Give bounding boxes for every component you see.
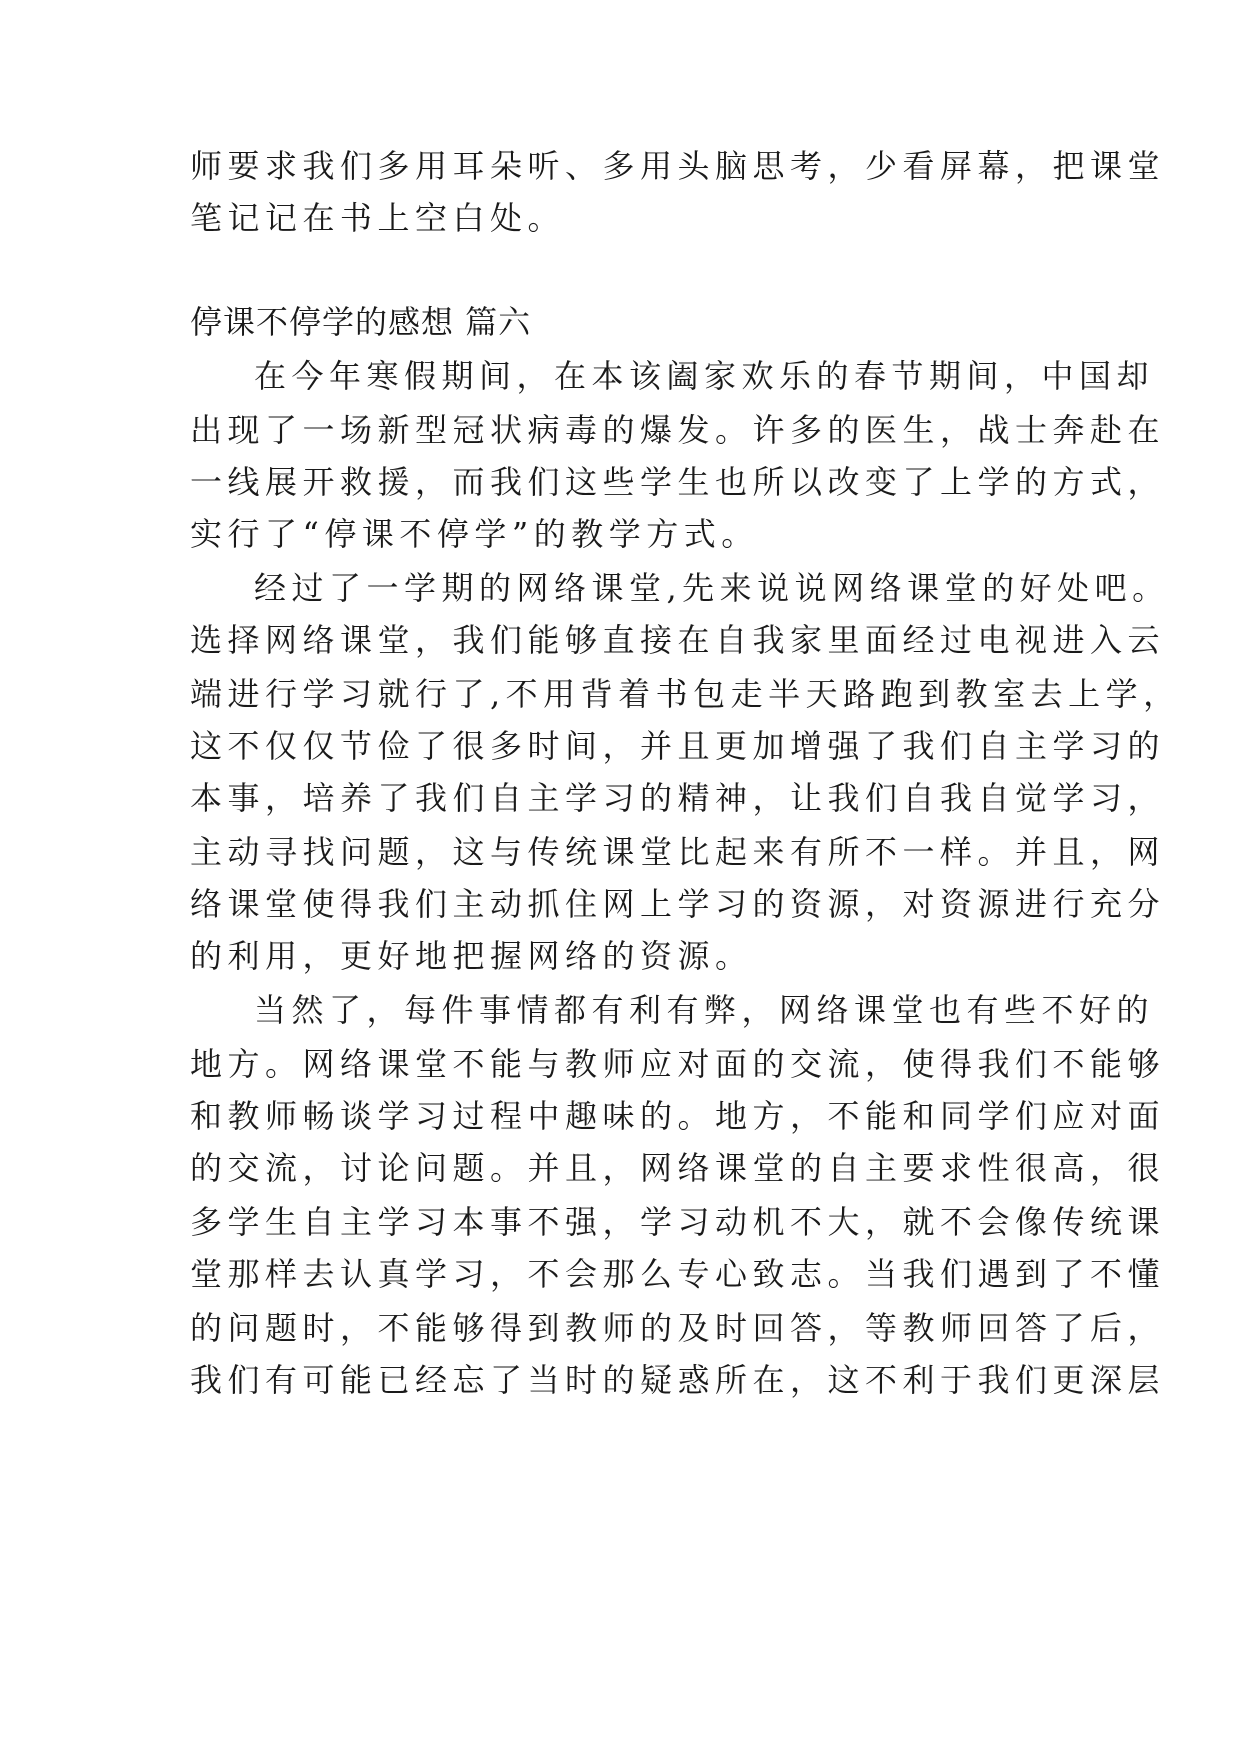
text-line: 笔记记在书上空白处。 <box>190 199 566 237</box>
paragraph-first-line: 当然了，每件事情都有利有弊，网络课堂也有些不好的 <box>254 991 1155 1029</box>
text-line: 这不仅仅节俭了很多时间，并且更加增强了我们自主学习的 <box>190 727 1166 765</box>
text-line: 端进行学习就行了,不用背着书包走半天路跑到教室去上学， <box>190 675 1181 713</box>
text-line: 堂那样去认真学习，不会那么专心致志。当我们遇到了不懂 <box>190 1255 1166 1293</box>
section-title: 停课不停学的感想 篇六 <box>190 303 532 341</box>
text-line: 我们有可能已经忘了当时的疑惑所在，这不利于我们更深层 <box>190 1361 1166 1399</box>
text-line: 实行了“停课不停学”的教学方式。 <box>190 515 759 553</box>
text-line: 选择网络课堂，我们能够直接在自我家里面经过电视进入云 <box>190 621 1166 659</box>
paragraph-first-line: 在今年寒假期间，在本该阖家欢乐的春节期间，中国却 <box>254 357 1155 395</box>
text-line: 主动寻找问题，这与传统课堂比起来有所不一样。并且，网 <box>190 833 1166 871</box>
text-line: 一线展开救援，而我们这些学生也所以改变了上学的方式， <box>190 463 1166 501</box>
text-line: 本事，培养了我们自主学习的精神，让我们自我自觉学习， <box>190 779 1166 817</box>
paragraph-first-line: 经过了一学期的网络课堂,先来说说网络课堂的好处吧。 <box>254 569 1170 607</box>
text-line: 多学生自主学习本事不强，学习动机不大，就不会像传统课 <box>190 1203 1166 1241</box>
text-line: 络课堂使得我们主动抓住网上学习的资源，对资源进行充分 <box>190 885 1166 923</box>
text-line: 师要求我们多用耳朵听、多用头脑思考，少看屏幕，把课堂 <box>190 147 1166 185</box>
text-line: 和教师畅谈学习过程中趣味的。地方，不能和同学们应对面 <box>190 1097 1166 1135</box>
text-line: 的问题时，不能够得到教师的及时回答，等教师回答了后， <box>190 1309 1166 1347</box>
text-line: 出现了一场新型冠状病毒的爆发。许多的医生，战士奔赴在 <box>190 411 1166 449</box>
text-line: 的交流，讨论问题。并且，网络课堂的自主要求性很高，很 <box>190 1149 1166 1187</box>
text-line: 的利用，更好地把握网络的资源。 <box>190 937 753 975</box>
text-line: 地方。网络课堂不能与教师应对面的交流，使得我们不能够 <box>190 1045 1166 1083</box>
